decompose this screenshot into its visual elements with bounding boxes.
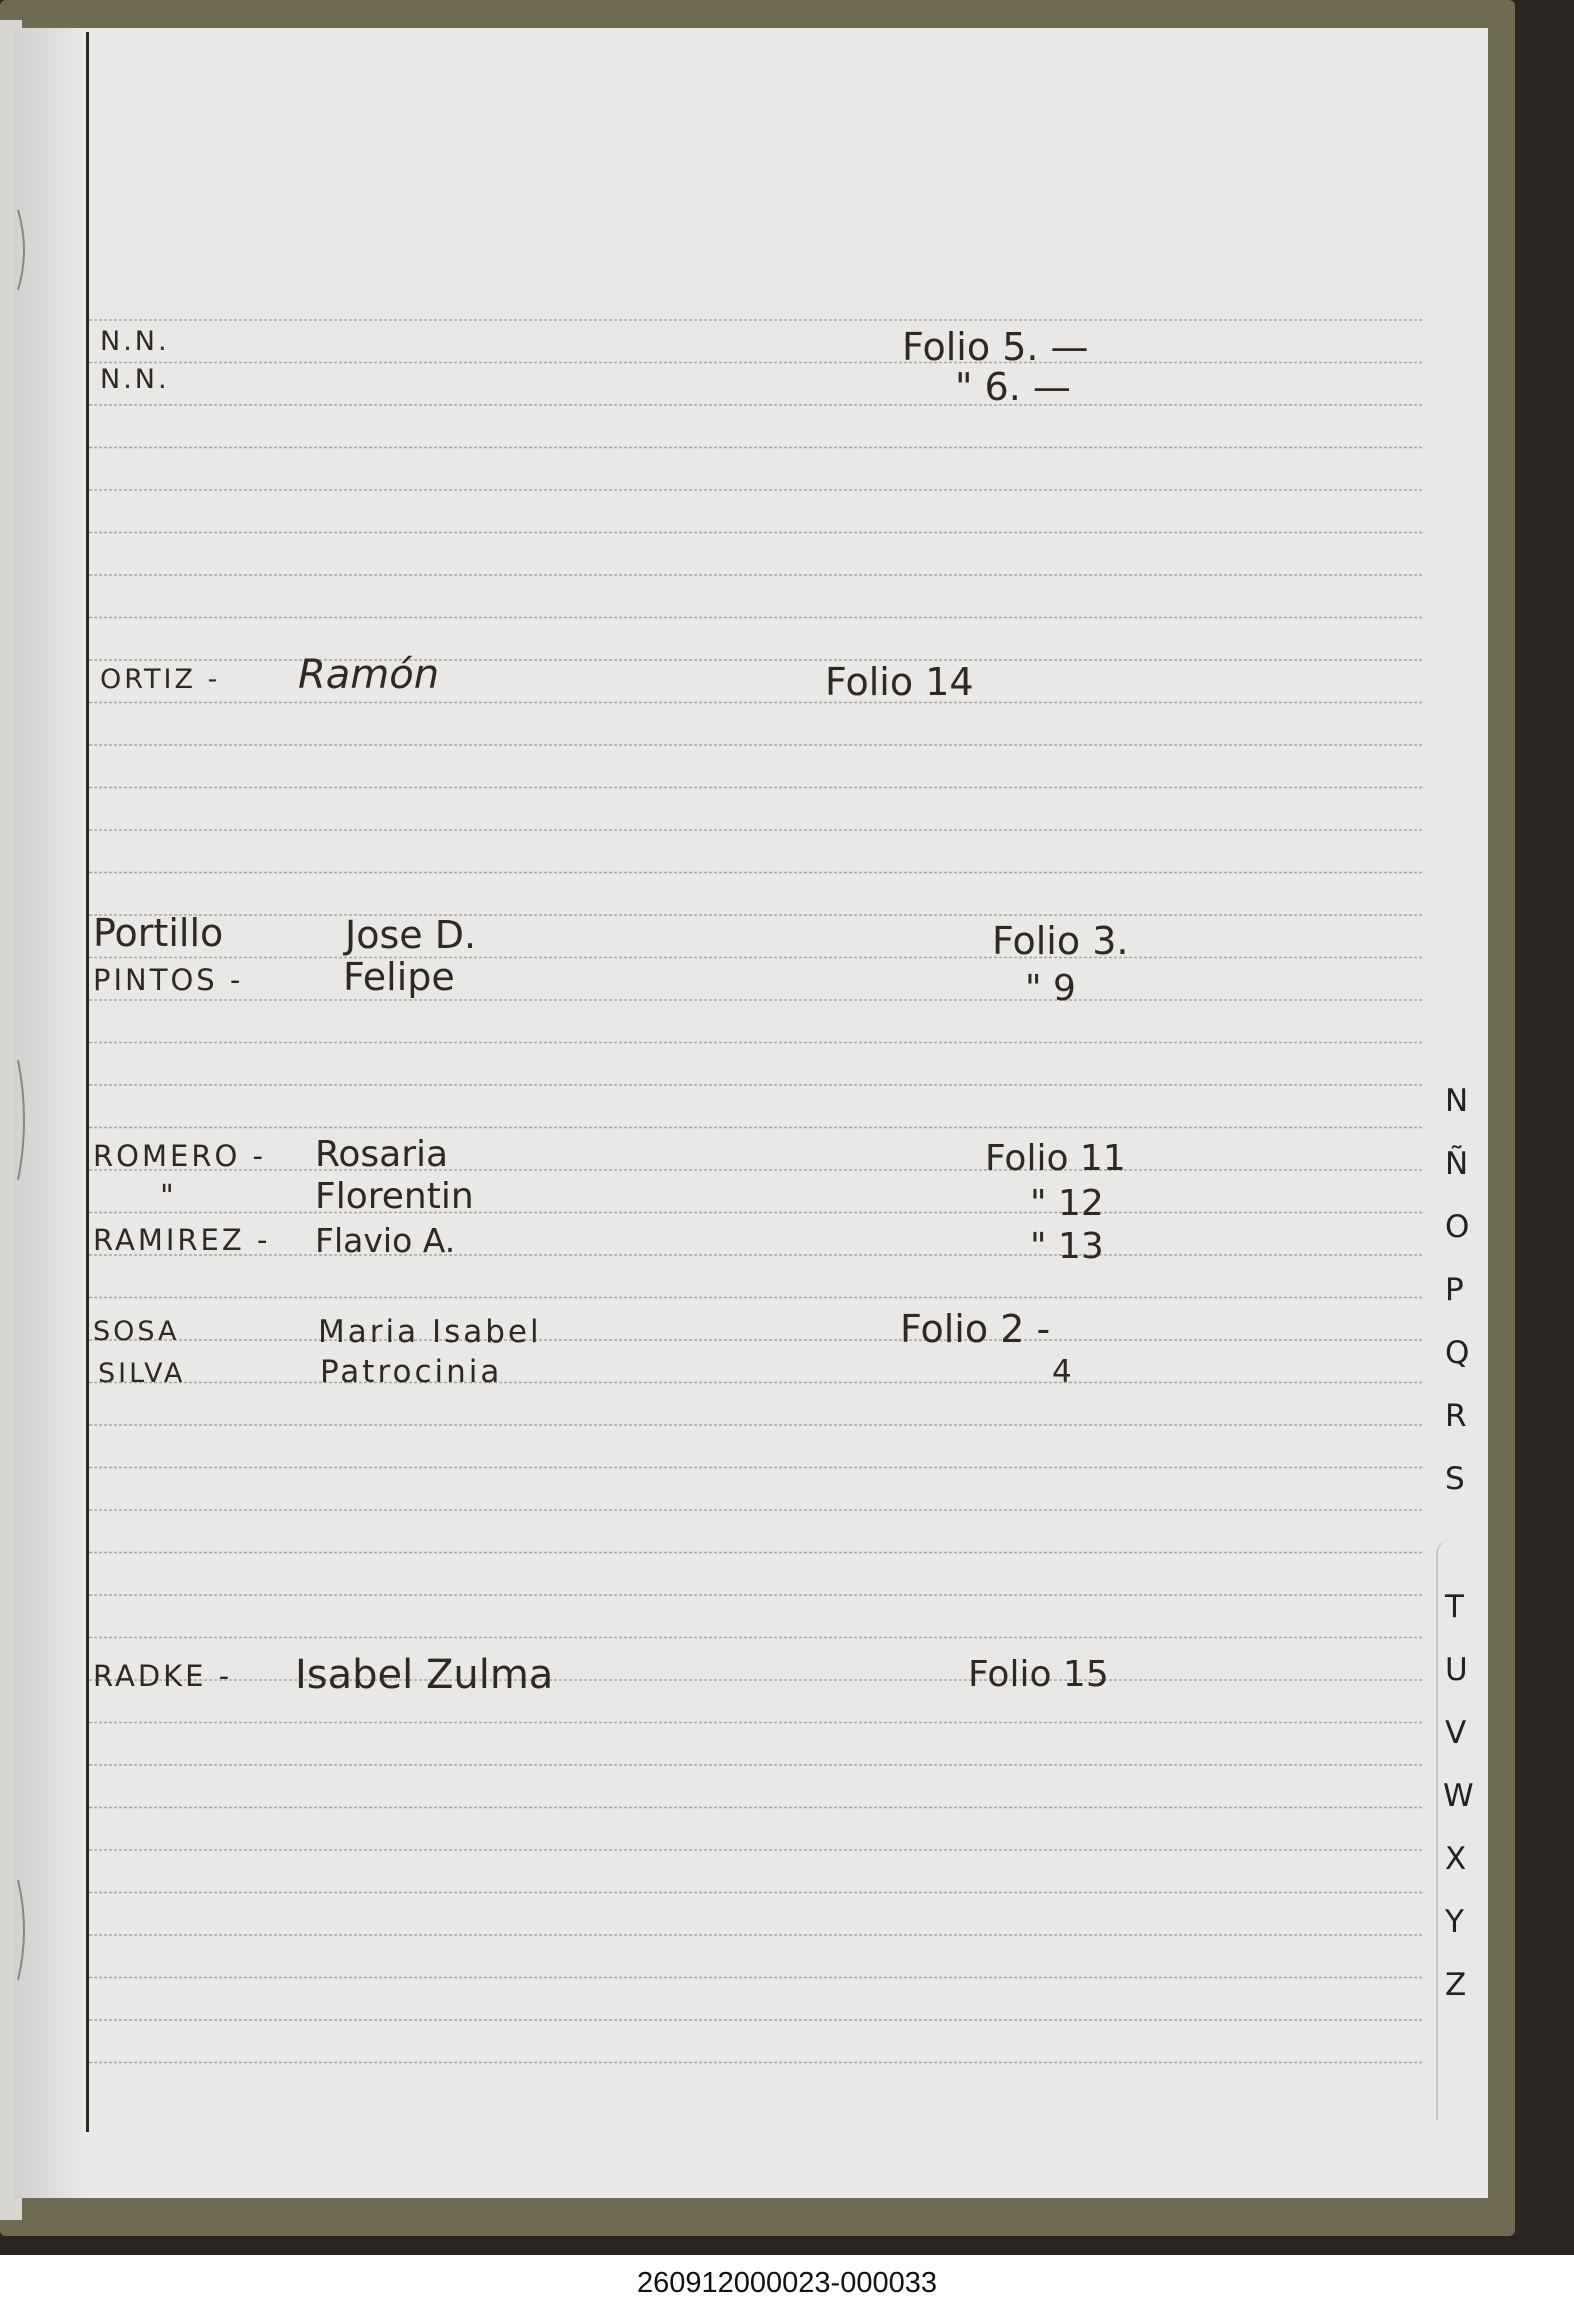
entry-8-folio: " 13	[1030, 1226, 1104, 1267]
tab-letter-o: O	[1445, 1209, 1470, 1245]
tab-letter-n: N	[1445, 1083, 1469, 1119]
entry-4-name: Jose D.	[345, 913, 477, 957]
tab-letter-w: W	[1443, 1778, 1474, 1814]
entry-7-name: Florentin	[315, 1176, 474, 1217]
entry-5-surname: PINTOS -	[93, 963, 244, 997]
entry-7-surname: "	[160, 1179, 174, 1214]
entry-1-surname: N.N.	[100, 326, 170, 357]
entry-10-surname: SILVA	[98, 1358, 186, 1389]
ruled-lines	[89, 320, 1422, 2063]
entry-3-folio: Folio 14	[825, 660, 974, 704]
tab-letter-t: T	[1445, 1589, 1464, 1625]
entry-10-name: Patrocinia	[320, 1354, 503, 1390]
binding-stitches	[18, 210, 24, 1980]
tab-letter-u: U	[1445, 1652, 1468, 1688]
tab-letter-y: Y	[1445, 1904, 1464, 1940]
entry-5-name: Felipe	[343, 955, 455, 999]
entry-6-name: Rosaria	[315, 1134, 449, 1175]
entry-9-name: Maria Isabel	[318, 1314, 542, 1350]
tab-letter-x: X	[1445, 1841, 1467, 1877]
entry-5-folio: " 9	[1025, 968, 1076, 1009]
entry-10-folio: 4	[1052, 1354, 1072, 1390]
entry-3-surname: ORTIZ -	[100, 664, 221, 695]
tab-letter-p: P	[1445, 1272, 1464, 1308]
entry-11-surname: RADKE -	[93, 1659, 233, 1693]
entry-4-folio: Folio 3.	[992, 919, 1129, 963]
tab-letter-enye: Ñ	[1445, 1146, 1469, 1182]
tab-letter-s: S	[1445, 1461, 1465, 1497]
entry-11-name: Isabel Zulma	[295, 1652, 554, 1698]
entry-6-folio: Folio 11	[985, 1138, 1126, 1179]
tab-letter-r: R	[1445, 1398, 1467, 1434]
entry-8-name: Flavio A.	[315, 1221, 456, 1260]
entry-8-surname: RAMIREZ -	[93, 1223, 271, 1257]
entry-11-folio: Folio 15	[968, 1654, 1109, 1695]
scan-footer	[0, 2255, 1574, 2315]
tab-letter-z: Z	[1445, 1967, 1467, 2003]
alphabet-index	[1443, 1083, 1474, 2003]
scan-identifier: 260912000023-000033	[637, 2267, 937, 2299]
entry-9-folio: Folio 2 -	[900, 1307, 1051, 1351]
entry-6-surname: ROMERO -	[93, 1139, 266, 1173]
tab-letter-v: V	[1445, 1715, 1467, 1751]
entry-9-surname: SOSA	[93, 1316, 180, 1347]
tab-letter-q: Q	[1445, 1335, 1470, 1371]
entry-4-surname: Portillo	[93, 911, 224, 955]
entry-3-name: Ramón	[298, 652, 440, 698]
entry-2-surname: N.N.	[100, 364, 170, 395]
entry-2-folio: " 6. —	[955, 365, 1071, 409]
entry-1-folio: Folio 5. —	[902, 325, 1089, 369]
entry-7-folio: " 12	[1030, 1183, 1104, 1224]
